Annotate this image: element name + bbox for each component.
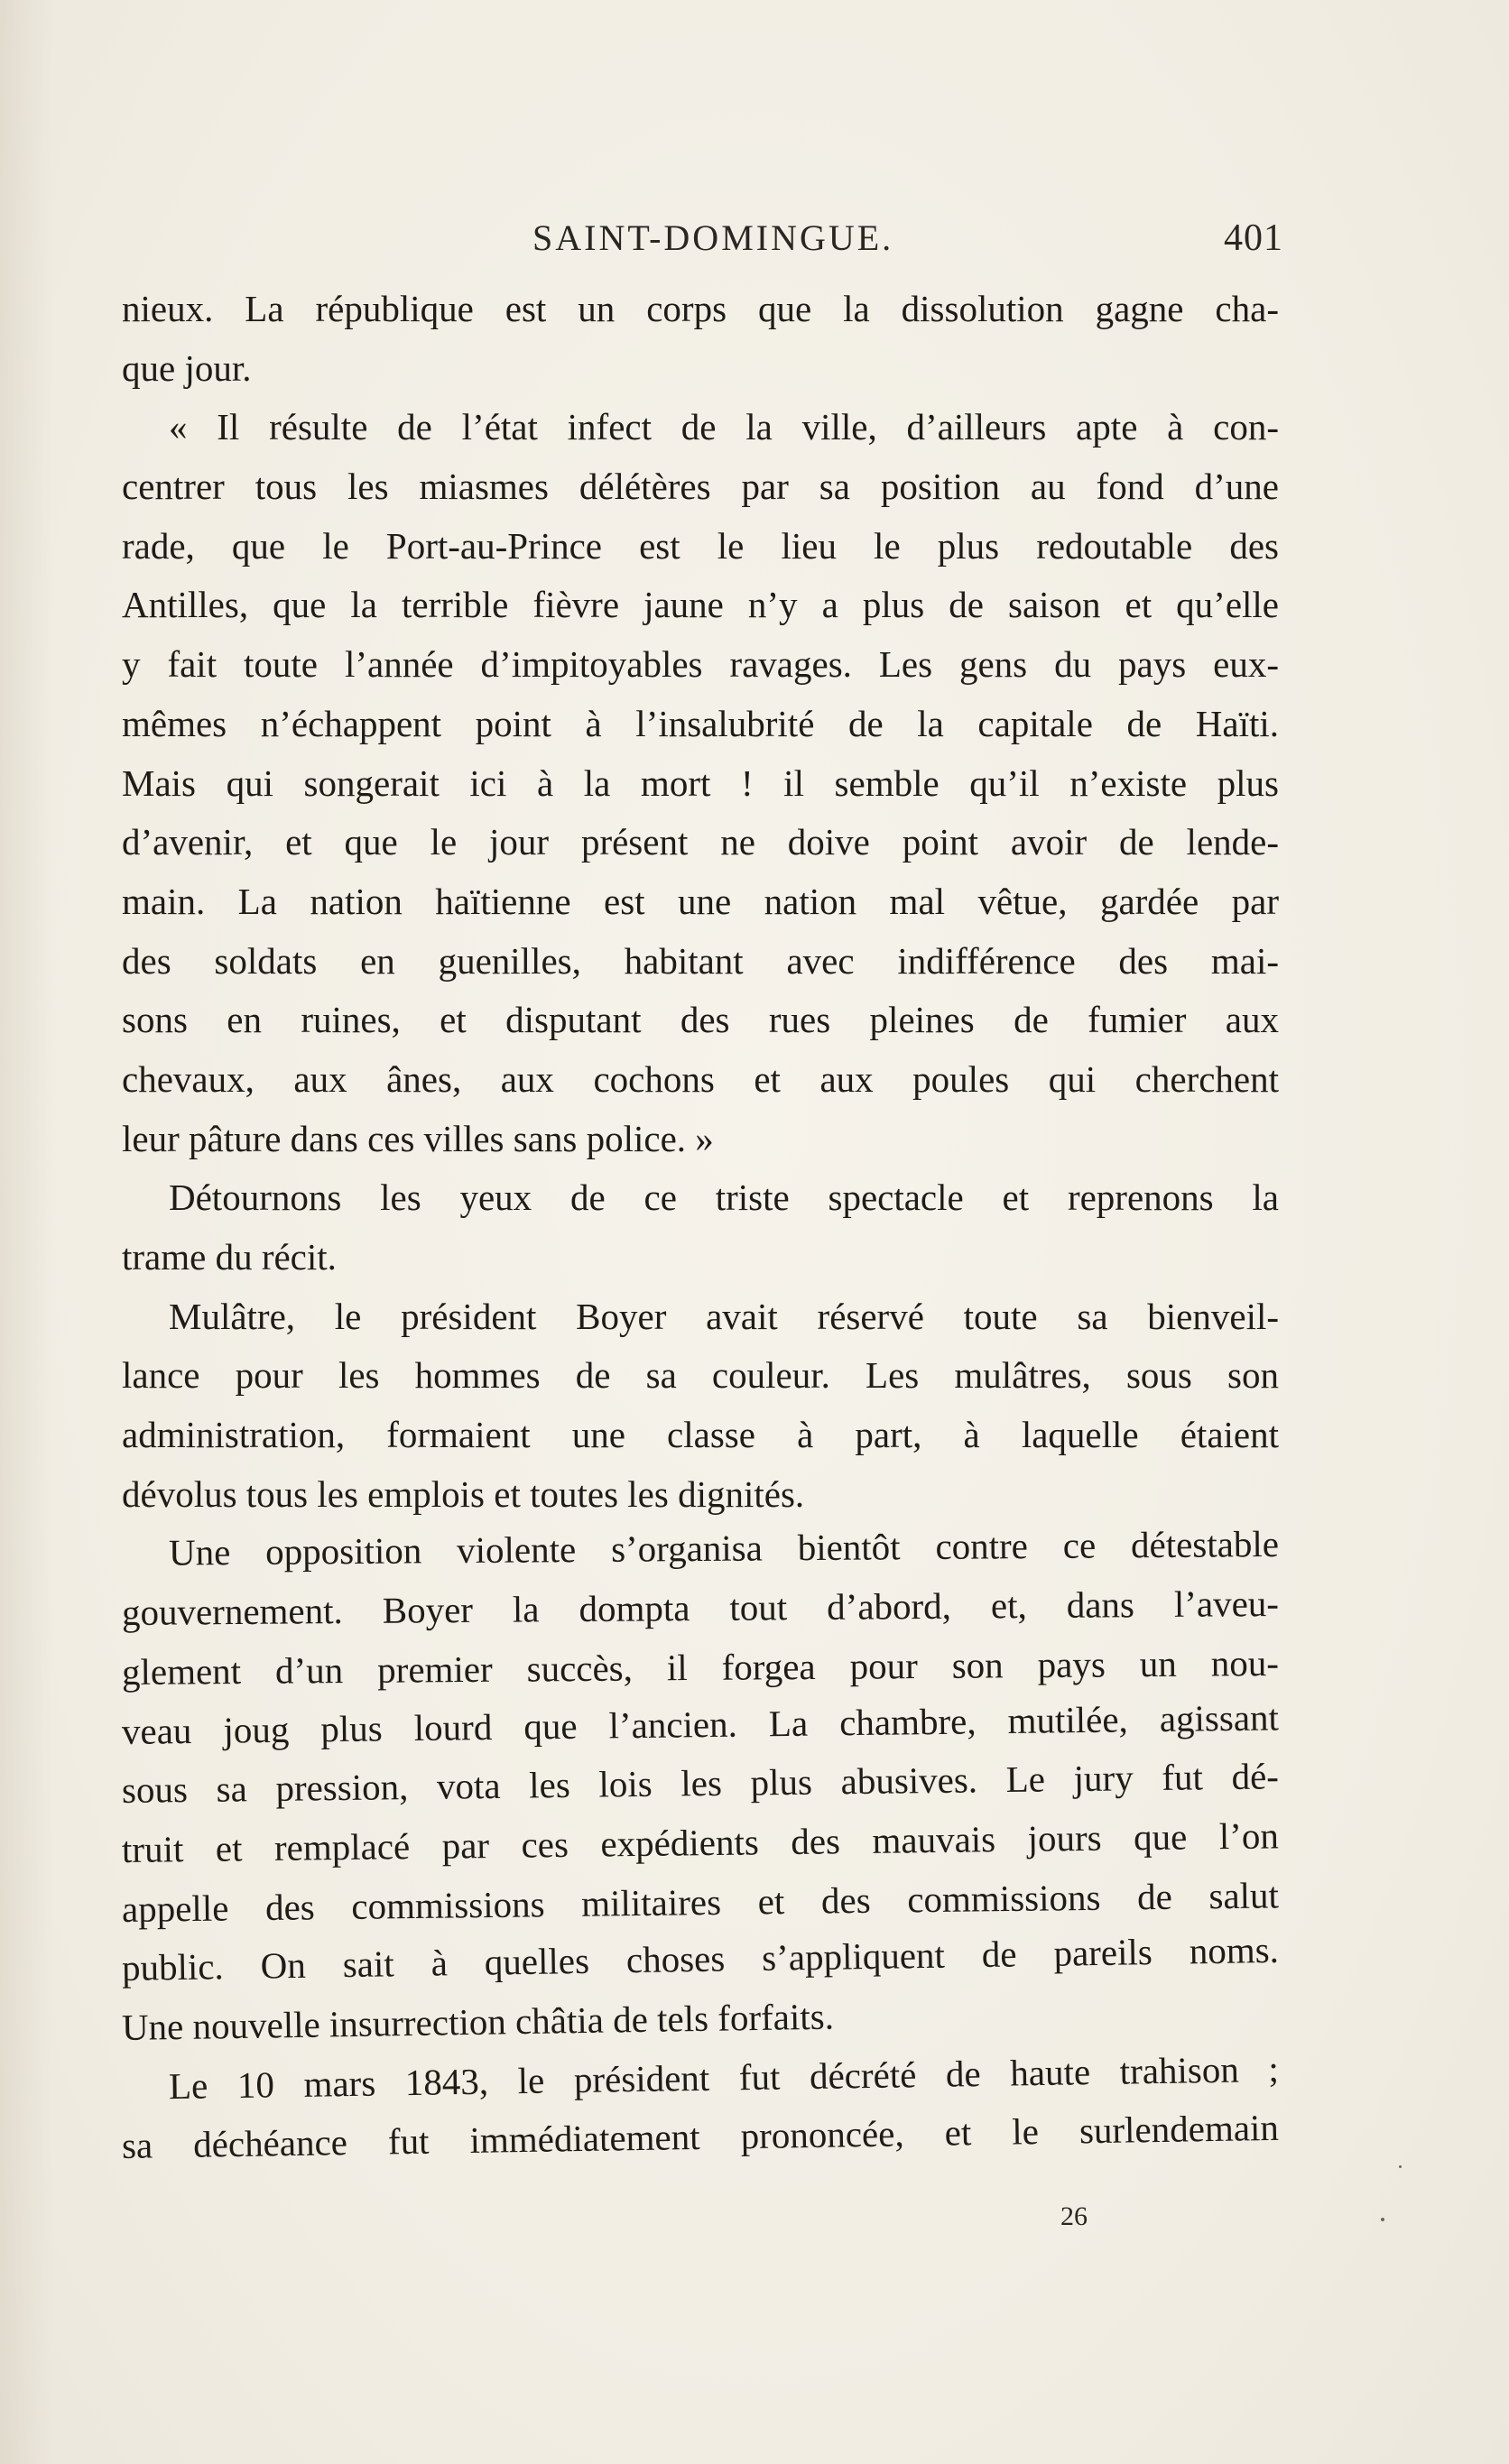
text-line: « Il résulte de l’état infect de la ville, d’ailleurs apte à con- <box>169 406 1279 448</box>
text-line: sous sa pression, vota les lois les plus abusives. Le jury fut dé- <box>121 1755 1280 1812</box>
signature-mark: 26 <box>1060 2201 1088 2231</box>
text-line: Le 10 mars 1843, le président fut décrété de haute trahison ; <box>168 2047 1280 2107</box>
body-text <box>122 280 1279 2176</box>
text-line: centrer tous les miasmes délétères par sa position au fond d’une <box>122 466 1279 508</box>
text-line: public. On sait à quelles choses s’appliquent de pareils noms. <box>121 1929 1280 1989</box>
text-line: gouvernement. Boyer la dompta tout d’abord, et, dans l’aveu- <box>121 1583 1280 1634</box>
text-line: glement d’un premier succès, il forgea pour son pays un nou- <box>121 1641 1280 1693</box>
text-line: chevaux, aux ânes, aux cochons et aux poules qui cherchent <box>122 1057 1279 1100</box>
text-line: lance pour les hommes de sa couleur. Les mulâtres, sous son <box>122 1354 1279 1397</box>
text-line: nieux. La république est un corps que la dissolution gagne cha- <box>122 288 1279 329</box>
text-line: mêmes n’échappent point à l’insalubrité de la capitale de Haïti. <box>122 702 1279 744</box>
text-line: Une opposition violente s’organisa bientôt contre ce détestable <box>168 1523 1280 1574</box>
paper-speck <box>1381 2218 1384 2221</box>
text-line: sons en ruines, et disputant des rues pleines de fumier aux <box>122 999 1279 1041</box>
paper-speck <box>1399 2165 1402 2168</box>
text-line: Mulâtre, le président Boyer avait réservé toute sa bienveil- <box>169 1295 1279 1337</box>
text-line: Détournons les yeux de ce triste spectacle et reprenons la <box>169 1177 1279 1219</box>
text-line: sa déchéance fut immédiatement prononcée, et le surlendemain <box>121 2107 1280 2167</box>
text-line: leur pâture dans ces villes sans police. » <box>122 1117 714 1159</box>
text-line: que jour. <box>122 346 252 389</box>
page-gutter-shadow <box>0 0 54 2464</box>
page-number: 401 <box>1224 217 1283 259</box>
text-line: Antilles, que la terrible fièvre jaune n’y a plus de saison et qu’elle <box>122 584 1279 626</box>
text-line: d’avenir, et que le jour présent ne doive point avoir de lende- <box>122 821 1279 863</box>
text-line: truit et remplacé par ces expédients des mauvais jours que l’on <box>121 1814 1280 1870</box>
text-line: dévolus tous les emplois et toutes les dignités. <box>122 1472 805 1515</box>
text-line: rade, que le Port-au-Prince est le lieu le plus redoutable des <box>122 524 1279 567</box>
text-line: des soldats en guenilles, habitant avec indifférence des mai- <box>122 939 1279 982</box>
text-line: main. La nation haïtienne est une nation mal vêtue, gardée par <box>122 880 1279 922</box>
text-line: y fait toute l’année d’impitoyables ravages. Les gens du pays eux- <box>122 643 1279 686</box>
text-line: appelle des commissions militaires et des commissions de salut <box>121 1873 1280 1930</box>
text-line: Mais qui songerait ici à la mort ! il semble qu’il n’existe plus <box>122 761 1279 804</box>
text-line: veau joug plus lourd que l’ancien. La chambre, mutilée, agissant <box>121 1695 1280 1752</box>
text-line: trame du récit. <box>122 1236 337 1278</box>
text-line: Une nouvelle insurrection châtia de tels forfaits. <box>121 1995 835 2048</box>
text-line: administration, formaient une classe à part, à laquelle étaient <box>122 1414 1279 1456</box>
running-title: SAINT-DOMINGUE. <box>532 217 894 258</box>
